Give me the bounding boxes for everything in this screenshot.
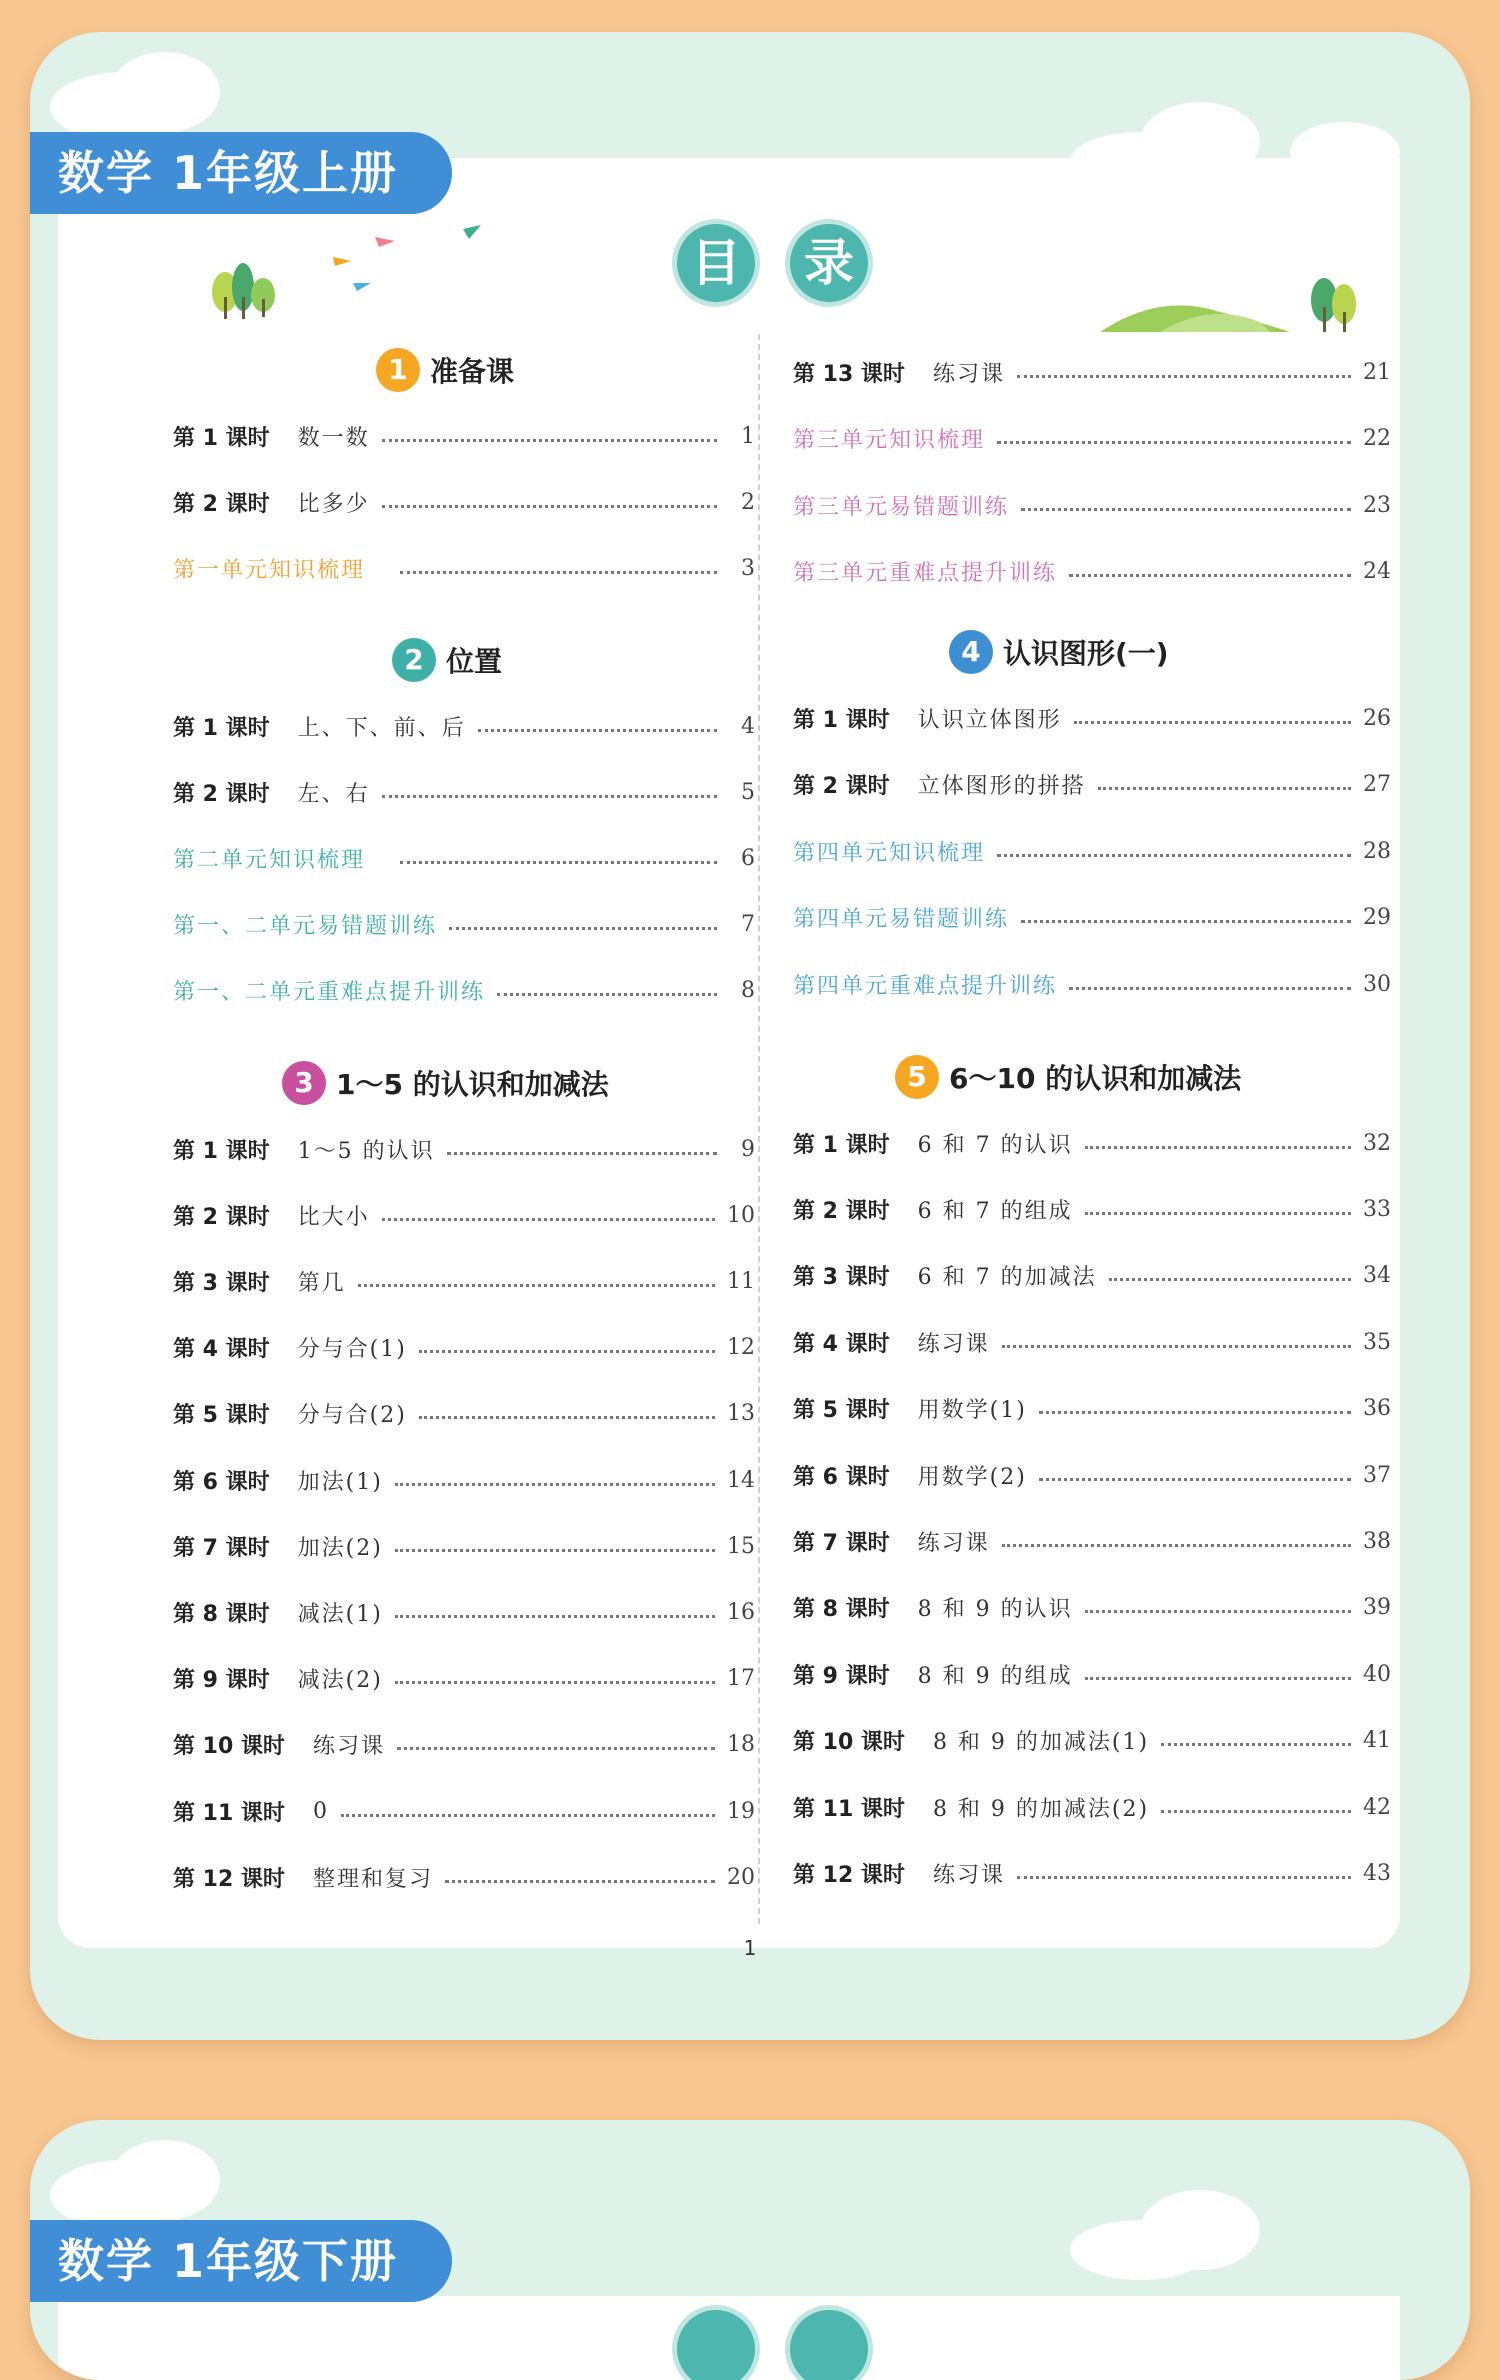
lesson-label: 第 5 课时 (793, 1398, 890, 1424)
leader-dots (997, 854, 1351, 857)
leader-dots (395, 1615, 715, 1618)
toc-entry[interactable] (173, 1526, 755, 1566)
entry-title: 6 和 7 的加减法 (917, 1265, 1097, 1291)
leader-dots (1109, 1278, 1351, 1281)
page-number: 9 (741, 1136, 755, 1162)
lesson-label: 第 10 课时 (173, 1734, 285, 1760)
entry-title: 整理和复习 (312, 1866, 433, 1892)
toc-title-char-1: 目 (677, 224, 755, 302)
leader-dots (1002, 1345, 1351, 1348)
toc-entry[interactable] (793, 698, 1391, 738)
entry-title: 第一、二单元重难点提升训练 (173, 979, 486, 1005)
page-number: 30 (1363, 971, 1391, 997)
leader-dots (1017, 1876, 1351, 1879)
page-number: 42 (1363, 1794, 1391, 1820)
book-title-banner: 数学 1年级下册 (30, 2220, 452, 2302)
lesson-label: 第 12 课时 (173, 1866, 285, 1892)
entry-title: 练习课 (312, 1734, 385, 1760)
page-number: 8 (741, 977, 755, 1003)
lesson-label: 第 9 课时 (173, 1668, 270, 1694)
lesson-label: 第 7 课时 (793, 1530, 890, 1556)
leader-dots (382, 795, 717, 798)
entry-title: 练习课 (932, 1862, 1005, 1888)
lesson-label: 第 3 课时 (793, 1265, 890, 1291)
leader-dots (447, 1152, 717, 1155)
lesson-label: 第 8 课时 (173, 1601, 270, 1627)
toc-entry[interactable] (793, 1654, 1391, 1694)
leader-dots (1085, 1610, 1351, 1613)
toc-entry-summary[interactable] (793, 419, 1391, 459)
page-number: 15 (727, 1533, 755, 1559)
leader-dots (395, 1549, 715, 1552)
leader-dots (1085, 1146, 1351, 1149)
cloud-decoration (110, 2140, 220, 2220)
toc-entry-summary[interactable] (793, 898, 1391, 938)
lesson-label: 第 13 课时 (793, 361, 905, 387)
page-number: 35 (1363, 1329, 1391, 1355)
page-number: 21 (1363, 359, 1391, 385)
page-number: 34 (1363, 1263, 1391, 1289)
leader-dots (1002, 1544, 1351, 1547)
page-number: 24 (1363, 559, 1391, 584)
lesson-label: 第 11 课时 (793, 1796, 905, 1822)
toc-entry-summary[interactable] (173, 548, 755, 588)
lesson-label: 第 11 课时 (173, 1800, 285, 1826)
toc-title-char-partial (677, 2310, 755, 2380)
lesson-label: 第 6 课时 (173, 1469, 270, 1495)
column-divider (758, 334, 760, 1924)
page-number: 26 (1363, 705, 1391, 731)
page-number: 37 (1363, 1462, 1391, 1488)
toc-entry[interactable] (173, 1659, 755, 1699)
page-number: 40 (1363, 1661, 1391, 1687)
leader-dots (1085, 1677, 1351, 1680)
leader-dots (1098, 787, 1351, 790)
entry-title: 立体图形的拼搭 (917, 774, 1086, 799)
toc-entry[interactable] (173, 772, 755, 812)
lesson-label: 第 2 课时 (793, 774, 890, 799)
toc-entry[interactable] (173, 1394, 755, 1434)
page-number: 3 (741, 555, 755, 581)
toc-entry[interactable] (173, 1460, 755, 1500)
page-number: 2 (741, 489, 755, 515)
lesson-label: 第 1 课时 (173, 425, 270, 451)
lesson-label: 第 12 课时 (793, 1862, 905, 1888)
entry-title: 加法(2) (297, 1535, 383, 1561)
leader-dots (382, 505, 717, 508)
entry-title: 第一、二单元易错题训练 (173, 913, 438, 939)
toc-entry[interactable] (173, 1791, 755, 1831)
toc-entry-summary[interactable] (173, 904, 755, 944)
lesson-label: 第 2 课时 (173, 491, 270, 517)
lesson-label: 第 1 课时 (173, 715, 270, 741)
lesson-label: 第 6 课时 (793, 1464, 890, 1490)
entry-title: 第三单元易错题训练 (793, 494, 1010, 520)
entry-title: 加法(1) (297, 1469, 383, 1495)
entry-title: 第几 (297, 1270, 346, 1296)
entry-title: 第一单元知识梳理 (173, 557, 366, 583)
leader-dots (358, 1284, 715, 1287)
entry-title: 第三单元重难点提升训练 (793, 561, 1058, 586)
lesson-label: 第 2 课时 (173, 1204, 270, 1230)
trees-birds-decoration (205, 217, 505, 327)
lesson-label: 第 10 课时 (793, 1730, 905, 1756)
lesson-label: 第 2 课时 (173, 781, 270, 807)
page-number: 17 (727, 1666, 755, 1692)
toc-entry[interactable] (173, 482, 755, 522)
entry-title: 8 和 9 的组成 (917, 1663, 1073, 1689)
entry-title: 练习课 (917, 1530, 990, 1556)
leader-dots (997, 441, 1351, 444)
unit-number-badge: 4 (949, 630, 993, 674)
page-number: 27 (1363, 772, 1391, 797)
lesson-label: 第 3 课时 (173, 1270, 270, 1296)
lesson-label: 第 8 课时 (793, 1597, 890, 1623)
leader-dots (1039, 1411, 1351, 1414)
page-number: 29 (1363, 905, 1391, 930)
leader-dots (397, 1747, 715, 1750)
leader-dots (1069, 987, 1351, 990)
entry-title: 第二单元知识梳理 (173, 847, 366, 873)
toc-entry[interactable] (173, 416, 755, 456)
hills-trees-decoration (1100, 252, 1390, 342)
leader-dots (1039, 1478, 1351, 1481)
entry-title: 用数学(1) (917, 1398, 1027, 1424)
leader-dots (382, 1218, 715, 1221)
toc-entry[interactable] (173, 1261, 755, 1301)
unit-heading (392, 636, 502, 684)
entry-title: 上、下、前、后 (297, 715, 466, 741)
toc-entry[interactable] (793, 765, 1391, 805)
toc-entry[interactable] (173, 1328, 755, 1368)
page-number: 16 (727, 1599, 755, 1625)
leader-dots (1021, 920, 1351, 923)
leader-dots (419, 1350, 715, 1353)
cloud-decoration (1140, 2190, 1260, 2270)
toc-entry-summary[interactable] (173, 970, 755, 1010)
leader-dots (449, 927, 717, 930)
entry-title: 1～5 的认识 (297, 1138, 435, 1164)
leader-dots (395, 1483, 715, 1486)
unit-number-badge: 1 (376, 348, 420, 392)
unit-heading (949, 628, 1169, 676)
page-number: 1 (741, 423, 755, 449)
unit-title: 位置 (446, 645, 503, 678)
entry-title: 练习课 (932, 361, 1005, 387)
lesson-label: 第 1 课时 (173, 1138, 270, 1164)
entry-title: 练习课 (917, 1331, 990, 1357)
toc-entry[interactable] (793, 352, 1391, 392)
page-number: 39 (1363, 1595, 1391, 1621)
entry-title: 6 和 7 的组成 (917, 1198, 1073, 1224)
toc-entry-summary[interactable] (793, 552, 1391, 592)
toc-entry[interactable] (173, 1592, 755, 1632)
leader-dots (419, 1416, 715, 1419)
page-number: 36 (1363, 1396, 1391, 1422)
book-title-banner: 数学 1年级上册 (30, 132, 452, 214)
leader-dots (1069, 574, 1351, 577)
page-number: 14 (727, 1467, 755, 1493)
toc-entry[interactable] (173, 1725, 755, 1765)
lesson-label: 第 1 课时 (793, 707, 890, 733)
toc-entry[interactable] (793, 1787, 1391, 1827)
page-number: 22 (1363, 426, 1391, 451)
page-footer-number: 1 (743, 1936, 757, 1960)
toc-entry-summary[interactable] (793, 964, 1391, 1004)
toc-entry-summary[interactable] (793, 831, 1391, 871)
toc-entry[interactable] (793, 1521, 1391, 1561)
toc-entry[interactable] (793, 1455, 1391, 1495)
page-number: 19 (727, 1798, 755, 1824)
lesson-label: 第 4 课时 (173, 1337, 270, 1363)
leader-dots (400, 861, 717, 864)
toc-entry[interactable] (793, 1721, 1391, 1761)
unit-heading (376, 346, 514, 394)
toc-entry[interactable] (793, 1256, 1391, 1296)
leader-dots (1017, 375, 1351, 378)
entry-title: 6 和 7 的认识 (917, 1132, 1073, 1158)
entry-title: 8 和 9 的认识 (917, 1597, 1073, 1623)
toc-entry[interactable] (793, 1189, 1391, 1229)
page-number: 33 (1363, 1196, 1391, 1222)
entry-title: 8 和 9 的加减法(1) (932, 1730, 1150, 1756)
leader-dots (382, 439, 717, 442)
page-number: 12 (727, 1335, 755, 1361)
entry-title: 8 和 9 的加减法(2) (932, 1796, 1150, 1822)
lesson-label: 第 7 课时 (173, 1535, 270, 1561)
page-number: 5 (741, 779, 755, 805)
toc-entry[interactable] (793, 1389, 1391, 1429)
page-number: 20 (727, 1864, 755, 1890)
leader-dots (341, 1814, 715, 1817)
toc-entry[interactable] (793, 1322, 1391, 1362)
leader-dots (478, 729, 717, 732)
lesson-label: 第 2 课时 (793, 1198, 890, 1224)
entry-title: 分与合(2) (297, 1403, 407, 1429)
unit-heading (895, 1053, 1241, 1101)
cloud-decoration (110, 52, 220, 132)
toc-entry[interactable] (173, 1857, 755, 1897)
toc-entry[interactable] (793, 1123, 1391, 1163)
toc-entry[interactable] (793, 1588, 1391, 1628)
entry-title: 第四单元知识梳理 (793, 840, 986, 866)
toc-entry[interactable] (173, 1195, 755, 1235)
page-number: 38 (1363, 1528, 1391, 1554)
entry-title: 第四单元重难点提升训练 (793, 973, 1058, 999)
toc-card-lower (30, 2120, 1470, 2380)
page-number: 43 (1363, 1860, 1391, 1886)
unit-title: 1～5 的认识和加减法 (336, 1068, 609, 1101)
toc-title-char-partial (790, 2310, 868, 2380)
entry-title: 0 (312, 1798, 329, 1824)
leader-dots (1085, 1212, 1351, 1215)
leader-dots (395, 1681, 715, 1684)
leader-dots (1161, 1810, 1351, 1813)
toc-entry[interactable] (173, 1129, 755, 1169)
leader-dots (1161, 1743, 1351, 1746)
entry-title: 比大小 (297, 1204, 370, 1230)
page-number: 6 (741, 845, 755, 871)
page-number: 28 (1363, 838, 1391, 864)
page-number: 7 (741, 911, 755, 937)
page-number: 11 (727, 1268, 755, 1294)
lesson-label: 第 9 课时 (793, 1663, 890, 1689)
entry-title: 减法(1) (297, 1601, 383, 1627)
entry-title: 第三单元知识梳理 (793, 428, 986, 453)
page-number: 23 (1363, 492, 1391, 518)
leader-dots (1021, 508, 1351, 511)
unit-heading (282, 1059, 609, 1107)
unit-title: 认识图形(一) (1003, 637, 1169, 670)
unit-number-badge: 5 (895, 1055, 939, 1099)
toc-entry-summary[interactable] (173, 838, 755, 878)
entry-title: 比多少 (297, 491, 370, 517)
toc-entry-summary[interactable] (793, 485, 1391, 525)
entry-title: 用数学(2) (917, 1464, 1027, 1490)
page-number: 32 (1363, 1130, 1391, 1156)
unit-number-badge: 3 (282, 1061, 326, 1105)
leader-dots (497, 993, 717, 996)
page-number: 13 (727, 1401, 755, 1427)
lesson-label: 第 1 课时 (793, 1132, 890, 1158)
entry-title: 数一数 (297, 425, 370, 451)
entry-title: 第四单元易错题训练 (793, 907, 1010, 932)
toc-card-upper (30, 32, 1470, 2040)
entry-title: 减法(2) (297, 1668, 383, 1694)
leader-dots (400, 571, 717, 574)
page-number: 10 (727, 1202, 755, 1228)
entry-title: 认识立体图形 (917, 707, 1062, 733)
toc-entry[interactable] (793, 1853, 1391, 1893)
unit-number-badge: 2 (392, 638, 436, 682)
lesson-label: 第 4 课时 (793, 1331, 890, 1357)
unit-title: 准备课 (430, 355, 515, 388)
lesson-label: 第 5 课时 (173, 1403, 270, 1429)
unit-title: 6～10 的认识和加减法 (949, 1062, 1242, 1095)
leader-dots (445, 1880, 715, 1883)
page-number: 4 (741, 713, 755, 739)
leader-dots (1074, 721, 1351, 724)
entry-title: 左、右 (297, 781, 370, 807)
toc-title-char-2: 录 (790, 224, 868, 302)
toc-entry[interactable] (173, 706, 755, 746)
page-number: 18 (727, 1732, 755, 1758)
page-number: 41 (1363, 1728, 1391, 1754)
entry-title: 分与合(1) (297, 1337, 407, 1363)
